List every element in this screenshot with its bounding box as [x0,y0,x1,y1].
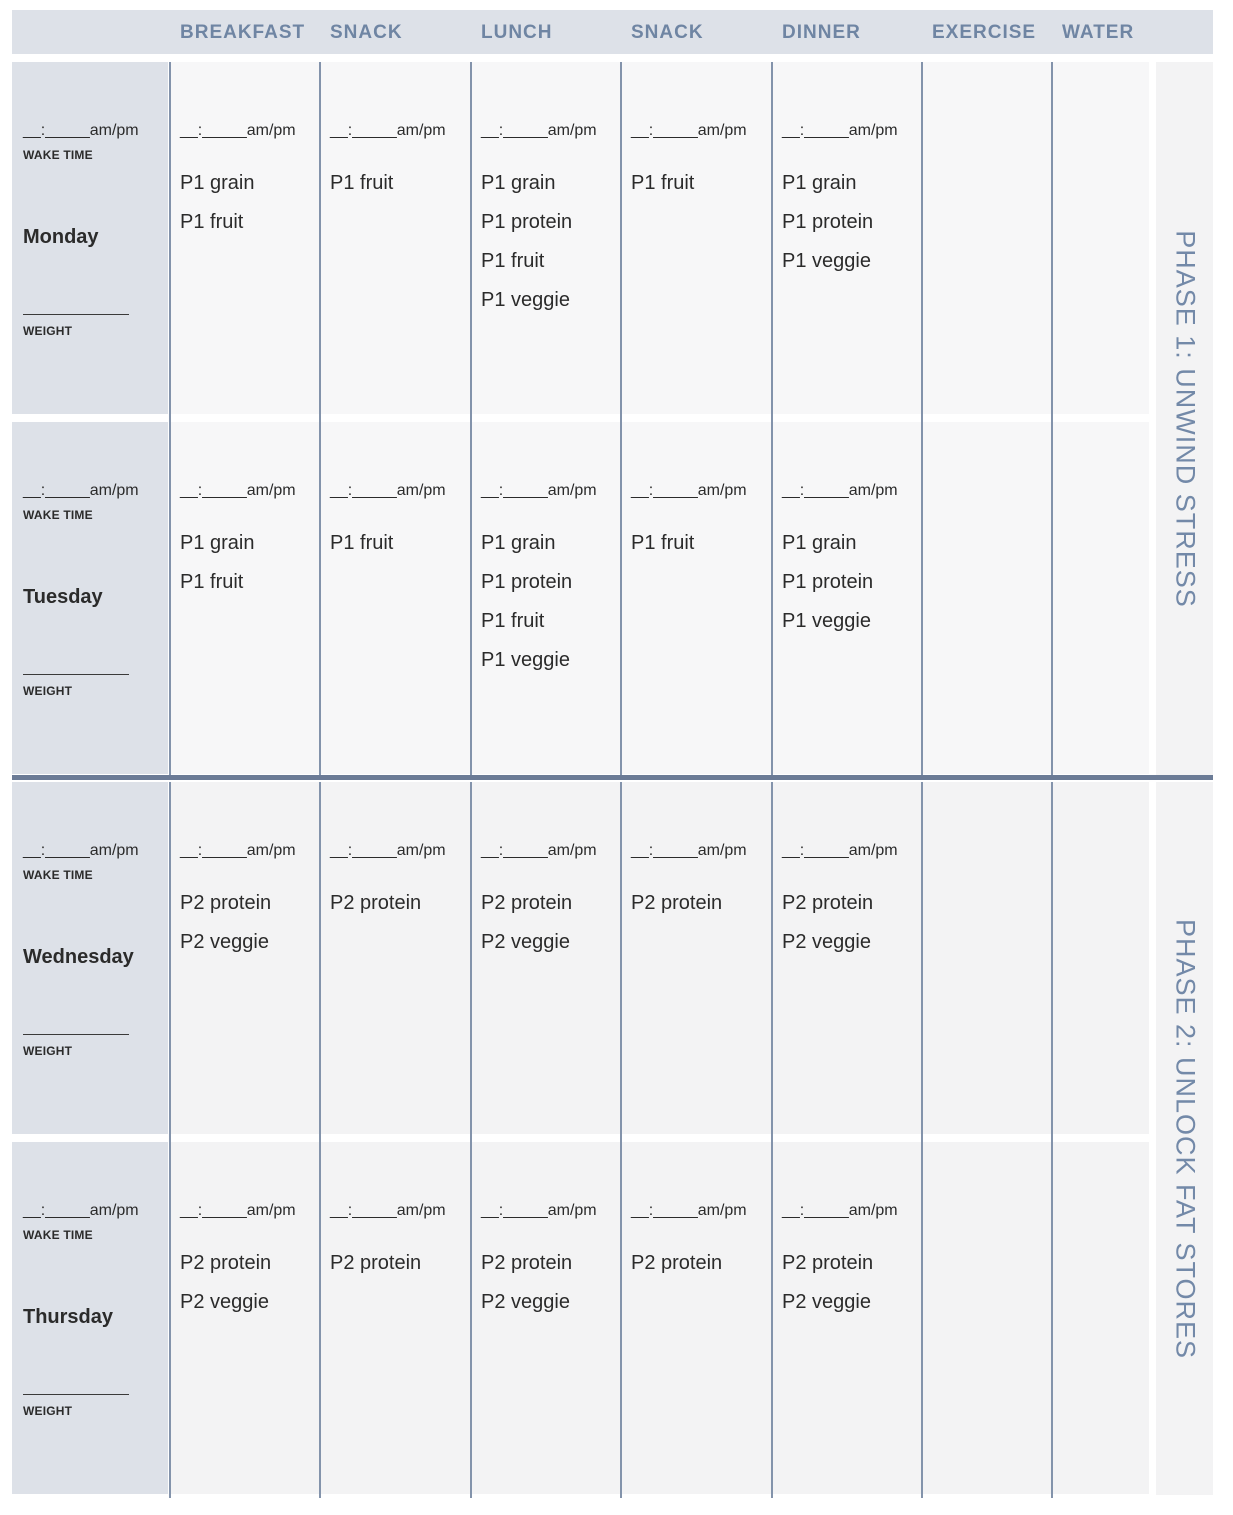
cell-exercise[interactable] [922,782,1052,1134]
food-item: P2 veggie [782,931,871,953]
food-item: P2 protein [481,892,573,914]
food-item: P1 fruit [481,610,545,632]
column-divider [771,782,773,1498]
food-list [481,1244,572,1322]
column-divider [921,62,923,775]
food-item: P1 grain [481,172,556,194]
food-item: P2 veggie [180,1291,269,1313]
day-name: Monday [23,226,99,248]
cell-breakfast [170,1142,320,1494]
weight-label: WEIGHT [23,684,73,698]
food-item: P1 fruit [631,532,695,554]
cell-lunch [471,422,621,774]
food-item: P1 grain [180,172,255,194]
day-row-thursday [12,1142,1148,1494]
cell-water[interactable] [1052,1142,1149,1494]
food-list [782,1244,873,1322]
column-divider [1051,62,1053,775]
meal-time-field[interactable]: __:_____am/pm [631,482,747,499]
cell-snack-2 [621,62,772,414]
cell-snack [320,62,471,414]
food-item: P2 protein [180,1252,272,1274]
food-item: P2 protein [330,892,422,914]
food-item: P2 veggie [481,1291,570,1313]
meal-time-field[interactable]: __:_____am/pm [180,122,296,139]
food-list [481,164,572,320]
wake-time-label: WAKE TIME [23,148,93,162]
meal-time-field[interactable]: __:_____am/pm [481,842,597,859]
meal-time-field[interactable]: __:_____am/pm [481,122,597,139]
weight-label: WEIGHT [23,1044,73,1058]
food-list [180,884,271,962]
food-list [330,524,393,563]
weight-field[interactable] [23,314,129,315]
food-list [330,1244,421,1283]
day-row-tuesday [12,422,1148,774]
meal-time-field[interactable]: __:_____am/pm [782,122,898,139]
cell-breakfast [170,62,320,414]
food-item: P2 protein [631,892,723,914]
column-divider [1051,782,1053,1498]
column-divider [620,782,622,1498]
food-item: P1 fruit [330,532,394,554]
column-divider [620,62,622,775]
column-header-water: WATER [1062,22,1135,43]
food-list [631,524,694,563]
phase-1-band [1156,62,1213,775]
column-divider [771,62,773,775]
column-divider [169,62,171,775]
column-header-exercise: EXERCISE [932,22,1037,43]
day-info-cell [12,62,168,414]
food-item: P2 protein [330,1252,422,1274]
day-name: Thursday [23,1306,114,1328]
cell-exercise[interactable] [922,1142,1052,1494]
meal-time-field[interactable]: __:_____am/pm [782,842,898,859]
food-list [330,164,393,203]
cell-exercise[interactable] [922,62,1052,414]
wake-time-field[interactable]: __:_____am/pm [23,122,139,139]
food-list [180,524,255,602]
meal-time-field[interactable]: __:_____am/pm [782,1202,898,1219]
day-info-cell [12,782,168,1134]
phase-divider [12,775,1213,780]
food-item: P1 fruit [180,571,244,593]
wake-time-label: WAKE TIME [23,868,93,882]
weight-field[interactable] [23,674,129,675]
food-item: P1 protein [481,211,573,233]
cell-snack [320,782,471,1134]
food-item: P1 fruit [330,172,394,194]
food-item: P1 veggie [782,250,871,272]
food-item: P2 veggie [180,931,269,953]
cell-snack [320,1142,471,1494]
meal-time-field[interactable]: __:_____am/pm [180,1202,296,1219]
column-header-breakfast: BREAKFAST [180,22,306,43]
meal-time-field[interactable]: __:_____am/pm [481,482,597,499]
food-item: P1 veggie [481,649,570,671]
meal-time-field[interactable]: __:_____am/pm [180,482,296,499]
meal-time-field[interactable]: __:_____am/pm [782,482,898,499]
cell-snack-2 [621,1142,772,1494]
column-header-snack: SNACK [330,22,403,43]
food-item: P1 fruit [180,211,244,233]
phase-2-title: PHASE 2: UNLOCK FAT STORES [1170,918,1200,1359]
cell-lunch [471,62,621,414]
column-divider [319,62,321,775]
food-list [330,884,421,923]
cell-water[interactable] [1052,422,1149,774]
food-list [631,164,694,203]
food-list [481,884,572,962]
cell-breakfast [170,422,320,774]
food-list [481,524,572,680]
column-divider [470,62,472,775]
food-item: P1 grain [481,532,556,554]
cell-dinner [772,422,922,774]
food-list [782,884,873,962]
phase-1-title: PHASE 1: UNWIND STRESS [1170,229,1200,608]
column-divider [319,782,321,1498]
food-list [782,164,873,281]
food-item: P2 protein [631,1252,723,1274]
meal-time-field[interactable]: __:_____am/pm [481,1202,597,1219]
wake-time-field[interactable]: __:_____am/pm [23,482,139,499]
column-divider [470,782,472,1498]
food-item: P2 veggie [782,1291,871,1313]
cell-lunch [471,1142,621,1494]
column-header-dinner: DINNER [782,22,861,43]
cell-exercise[interactable] [922,422,1052,774]
meal-time-field[interactable]: __:_____am/pm [631,122,747,139]
food-item: P2 protein [782,892,874,914]
meal-time-field[interactable]: __:_____am/pm [330,122,446,139]
food-item: P1 veggie [782,610,871,632]
cell-breakfast [170,782,320,1134]
food-item: P1 protein [782,571,874,593]
day-row-monday [12,62,1148,414]
weight-field[interactable] [23,1394,129,1395]
food-item: P2 veggie [481,931,570,953]
food-list [782,524,873,641]
column-divider [169,782,171,1498]
cell-dinner [772,782,922,1134]
meal-time-field[interactable]: __:_____am/pm [631,842,747,859]
food-item: P2 protein [782,1252,874,1274]
food-item: P1 fruit [631,172,695,194]
day-row-wednesday [12,782,1148,1134]
meal-time-field[interactable]: __:_____am/pm [330,482,446,499]
column-divider [921,782,923,1498]
food-list [180,164,255,242]
food-item: P1 protein [782,211,874,233]
food-item: P2 protein [180,892,272,914]
food-item: P1 protein [481,571,573,593]
column-header-lunch: LUNCH [481,22,553,43]
day-name: Wednesday [23,946,134,968]
food-item: P1 grain [782,532,857,554]
weight-field[interactable] [23,1034,129,1035]
phase-2-band [1156,782,1213,1495]
cell-snack [320,422,471,774]
food-list [180,1244,271,1322]
wake-time-label: WAKE TIME [23,1228,93,1242]
wake-time-field[interactable]: __:_____am/pm [23,1202,139,1219]
food-list [631,1244,722,1283]
cell-lunch [471,782,621,1134]
wake-time-label: WAKE TIME [23,508,93,522]
day-info-cell [12,1142,168,1494]
cell-snack-2 [621,422,772,774]
food-item: P2 protein [481,1252,573,1274]
cell-water[interactable] [1052,62,1149,414]
day-info-cell [12,422,168,774]
meal-time-field[interactable]: __:_____am/pm [631,1202,747,1219]
meal-time-field[interactable]: __:_____am/pm [180,842,296,859]
wake-time-field[interactable]: __:_____am/pm [23,842,139,859]
cell-dinner [772,62,922,414]
weight-label: WEIGHT [23,1404,73,1418]
cell-dinner [772,1142,922,1494]
meal-time-field[interactable]: __:_____am/pm [330,842,446,859]
food-item: P1 fruit [481,250,545,272]
food-list [631,884,722,923]
cell-water[interactable] [1052,782,1149,1134]
food-item: P1 grain [180,532,255,554]
day-name: Tuesday [23,586,103,608]
food-item: P1 grain [782,172,857,194]
weight-label: WEIGHT [23,324,73,338]
column-header-snack-2: SNACK [631,22,704,43]
column-header-row [12,10,1213,54]
cell-snack-2 [621,782,772,1134]
meal-time-field[interactable]: __:_____am/pm [330,1202,446,1219]
food-item: P1 veggie [481,289,570,311]
